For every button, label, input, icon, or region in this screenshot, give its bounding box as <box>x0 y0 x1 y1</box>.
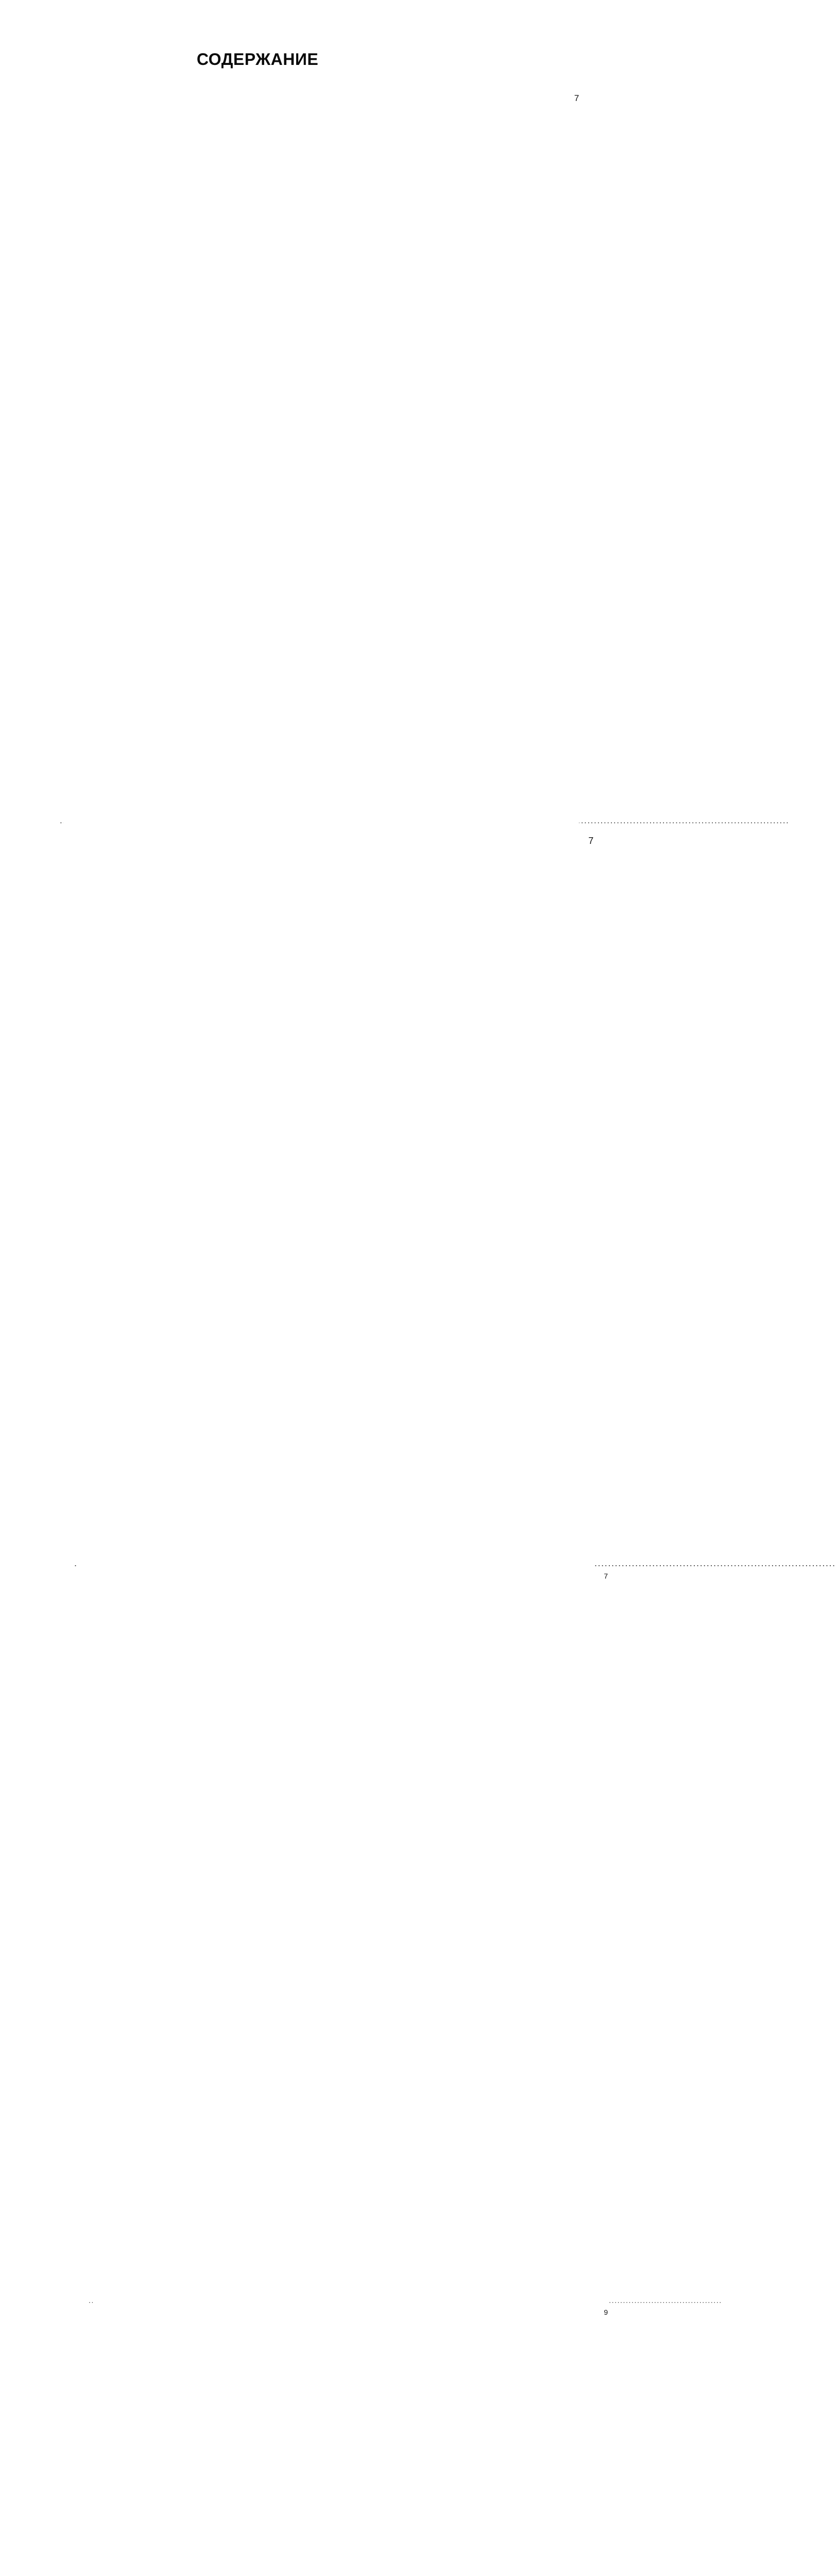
dot-leader <box>74 1557 77 1569</box>
toc-entry-page-number: 7 <box>93 1571 608 2307</box>
dot-leader <box>89 2296 92 2306</box>
page-title: СОДЕРЖАНИЕ <box>196 50 319 69</box>
toc-entry-page-number: 7 <box>78 835 593 1570</box>
toc-entry-level-1[interactable] <box>58 93 579 828</box>
toc-entry-page-number: 7 <box>64 93 579 828</box>
dot-leader <box>60 815 63 826</box>
toc-entry-level-3[interactable] <box>87 2308 608 2576</box>
toc-entry-level-3[interactable] <box>87 1571 608 2307</box>
toc-entry-level-2[interactable] <box>72 835 593 1570</box>
table-of-contents <box>58 93 608 2576</box>
toc-entry-page-number: 9 <box>93 2308 608 2576</box>
